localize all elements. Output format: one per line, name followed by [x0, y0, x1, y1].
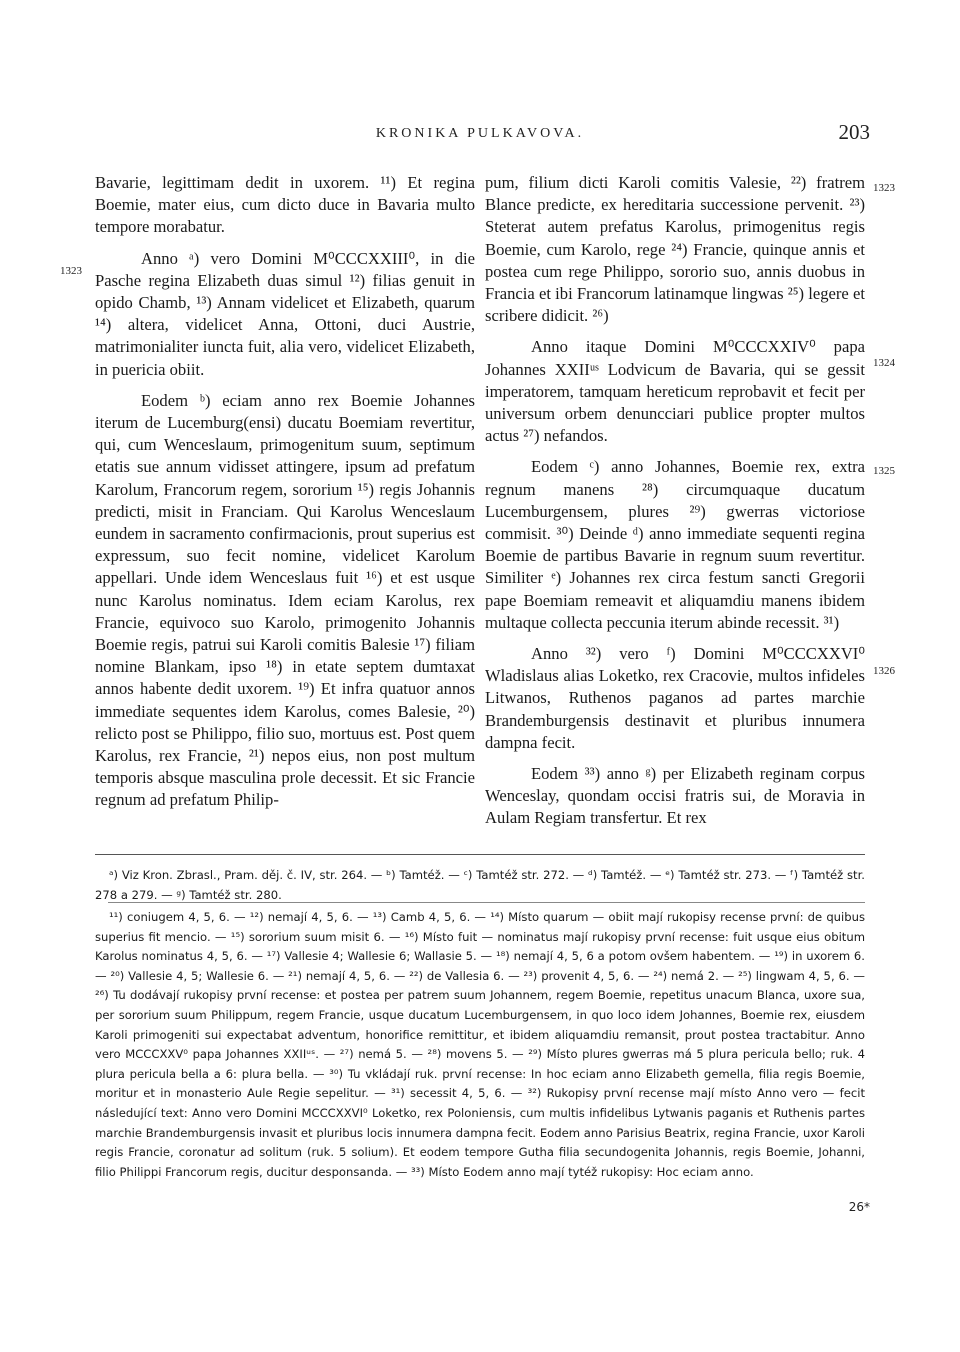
margin-year: 1325	[873, 465, 895, 477]
footnote-text: ¹¹) coniugem 4, 5, 6. — ¹²) nemají 4, 5, 6. — ¹³) Camb 4, 5, 6. — ¹⁴) Místo quarum — obiit mají rukopisy recense první: de quibus superius fit mencio. — ¹⁵) sororium suum misit 6. — ¹⁶) Místo fuit — nominatus mají rukopisy první recense: fuit usque eius obitum Karolus nominatus 4, 5, 6. — ¹⁷) Vallesie 4; Wallesie 6; Wallasie 5. — ¹⁸) nemají 4, 5, 6 a potom ovšem habentem. — ¹⁹) in uxorem 6. — ²⁰) Vallesie 4, 5; Wallesie 6. — ²¹) nemají 4, 5, 6. — ²²) de Vallesia 6. — ²³) provenit 4, 5, 6. — ²⁴) nemá 2. — ²⁵) lingwam 4, 5, 6. — ²⁶) Tu dodávají rukopisy první recense: et postea per patrem suum Johannem, regem Boemie, repetitus unacum Blanca, uxore sua, per sororium suum Philippum, regem Francie, usque ducatum Lucemburgensem, in quo loco idem Johannes, Boemie rex, eiusdem Karoli primogeniti sui expectabat adventum, honorifice remittitur, et ibidem aliquamdiu remansit, prout postea tractabitur. Anno vero MCCCXXV⁰ papa Johannes XXIIᵘˢ. — ²⁷) nemá 5. — ²⁸) movens 5. — ²⁹) Místo plures gwerras má 5 plura pericula bello; ruk. 4 plura pericula bella a 6: plura bella. — ³⁰) Tu vkládají ruk. první recense: In hoc eciam anno Elizabeth gemella, filia regis Boemie, moritur et in monasterio Aule Regie sepelitur. — ³¹) secessit 4, 5, 6. — ³²) Rukopisy první recense mají místo Anno vero — fecit následující text: Anno vero Domini MCCCXXVI⁰ Loketko, rex Poloniensis, cum multis infidelibus Lytwanis paganis et Ruthenis partes marchie Brandemburgensis invasit et pluribus locis innumera dampna fecit. Eodem anno Parisius Beatrix, regina Francie, uxor Karoli regis Francie, coronatur ad solitum (ruk. 5 solium). Et eodem tempore Gutha filia secundogenita Johannis, regis Boemie, Johanni, filio Philippi Francorum regis, ducitur desponsanda. — ³³) Místo Eodem anno mají tytéž rukopisy: Hoc eciam anno.	[95, 910, 865, 1179]
left-text-column	[95, 172, 475, 812]
paragraph: Eodem ³³) anno ᵍ) per Elizabeth reginam corpus Wenceslay, quondam occisi fratris sui, de Moravia in Aulam Regiam transfertur. Et rex	[485, 764, 865, 828]
running-title: KRONIKA PULKAVOVA.	[375, 126, 585, 141]
paragraph: pum, filium dicti Karoli comitis Valesie, ²²) fratrem Blance predicte, ex hereditaria successione pervenit. ²³) Steterat autem prefatus Karolus, primogenitus regis Boemie, cum Karolo, rege ²⁴) Francie, quinque annis et postea cum rege Philippo, sororio suo, annis duobus in Francia et ibi Francorum latinamque lingwas ²⁵) legere et scribere didicit. ²⁶)	[485, 173, 865, 326]
margin-year: 1326	[873, 665, 895, 677]
paragraph: Eodem ᶜ) anno Johannes, Boemie rex, extra regnum manens ²⁸) circumquaque ducatum Lucemburgensem, plures ²⁹) gwerras victoriose commisit. ³⁰) Deinde ᵈ) anno immediate sequenti regina Boemie de partibus Bavarie in regnum suum revertitur. Similiter ᵉ) Johannes rex circa festum sancti Gregorii pape Boemiam remeavit et aliquamdiu manens ibidem multaque collecta peccunia iterum abinde recessit. ³¹)	[485, 457, 865, 632]
footnote-divider	[95, 854, 865, 855]
paragraph: Bavarie, legittimam dedit in uxorem. ¹¹) Et regina Boemie, mater eius, cum dicto duce in Bavaria multo tempore morabatur.	[95, 173, 475, 237]
paragraph: Anno ³²) vero ᶠ) Domini M⁰CCCXXVI⁰ Wladislaus alias Loketko, rex Cracovie, multos infideles Litwanos, Ruthenos paganos ad partes marchie Brandemburgensis destinavit et pluribus innumera dampna fecit.	[485, 644, 865, 752]
paragraph: Anno itaque Domini M⁰CCCXXIV⁰ papa Johannes XXIIᵘˢ Lodvicum de Bavaria, qui se gessit imperatorem, tamquam hereticum reprobavit et fecit per universum orbem denuncciari publice propter multos actus ²⁷) nefandos.	[485, 337, 865, 446]
margin-year: 1323	[60, 265, 82, 277]
page-number: 203	[838, 120, 870, 144]
right-text-column	[485, 172, 865, 830]
variant-footnotes	[95, 908, 865, 1182]
paragraph: Anno ᵃ) vero Domini M⁰CCCXXIII⁰, in die Pasche regina Elizabeth duas simul ¹²) filias genuit in opido Chamb, ¹³) Annam videlicet et Elizabeth, quarum ¹⁴) altera, videlicet Anna, Ottoni, duci Austrie, matrimonialiter iuncta fuit, alia vero, videlicet Elizabeth, in puericia obiit.	[95, 248, 475, 379]
margin-year: 1323	[873, 182, 895, 194]
margin-year: 1324	[873, 357, 895, 369]
footnote-divider	[108, 902, 865, 903]
paragraph: Eodem ᵇ) eciam anno rex Boemie Johannes iterum de Lucemburg(ensi) ducatu Boemiam revertitur, qui, cum Wenceslaum, primogenitum suum, septimum etatis sue annum vidisset attingere, ipsum ad prefatum Karolum, Francorum regem, sororium ¹⁵) regis Johannis predicti, misit in Franciam. Qui Karolus Wenceslaum eundem in sacramento confirmacionis, prout superius est expressum, suo fecit nomine, videlicet Karolum appellari. Unde idem Wenceslaus fuit ¹⁶) et est usque nunc Karolus nominatus. Idem eciam Karolus, rex Francie, equivoco suo Karolo, primogenito Johannis Boemie regis, patrui sui Karoli comitis Balesie ¹⁷) filiam nomine Blankam, ipso ¹⁸) in etate septem dumtaxat annos habente dedit uxorem. ¹⁹) Et infra quatuor annos immediate sequentes idem Karolus, comes Balesie, ²⁰) relicto post se Philippo, filio suo, mortuus est. Post quem Karolus, rex Francie, ²¹) nepos eius, non post multum temporis absque masculina prole decessit. Et sic Francie regnum ad prefatum Philip-	[95, 390, 475, 810]
source-footnotes	[95, 866, 865, 905]
footnote-text: ᵃ) Viz Kron. Zbrasl., Pram. děj. č. IV, str. 264. — ᵇ) Tamtéž. — ᶜ) Tamtéž str. 272. — ᵈ) Tamtéž. — ᵉ) Tamtéž str. 273. — ᶠ) Tamtéž str. 278 a 279. — ᵍ) Tamtéž str. 280.	[95, 868, 865, 902]
printer-signature: 26*	[848, 1200, 870, 1214]
